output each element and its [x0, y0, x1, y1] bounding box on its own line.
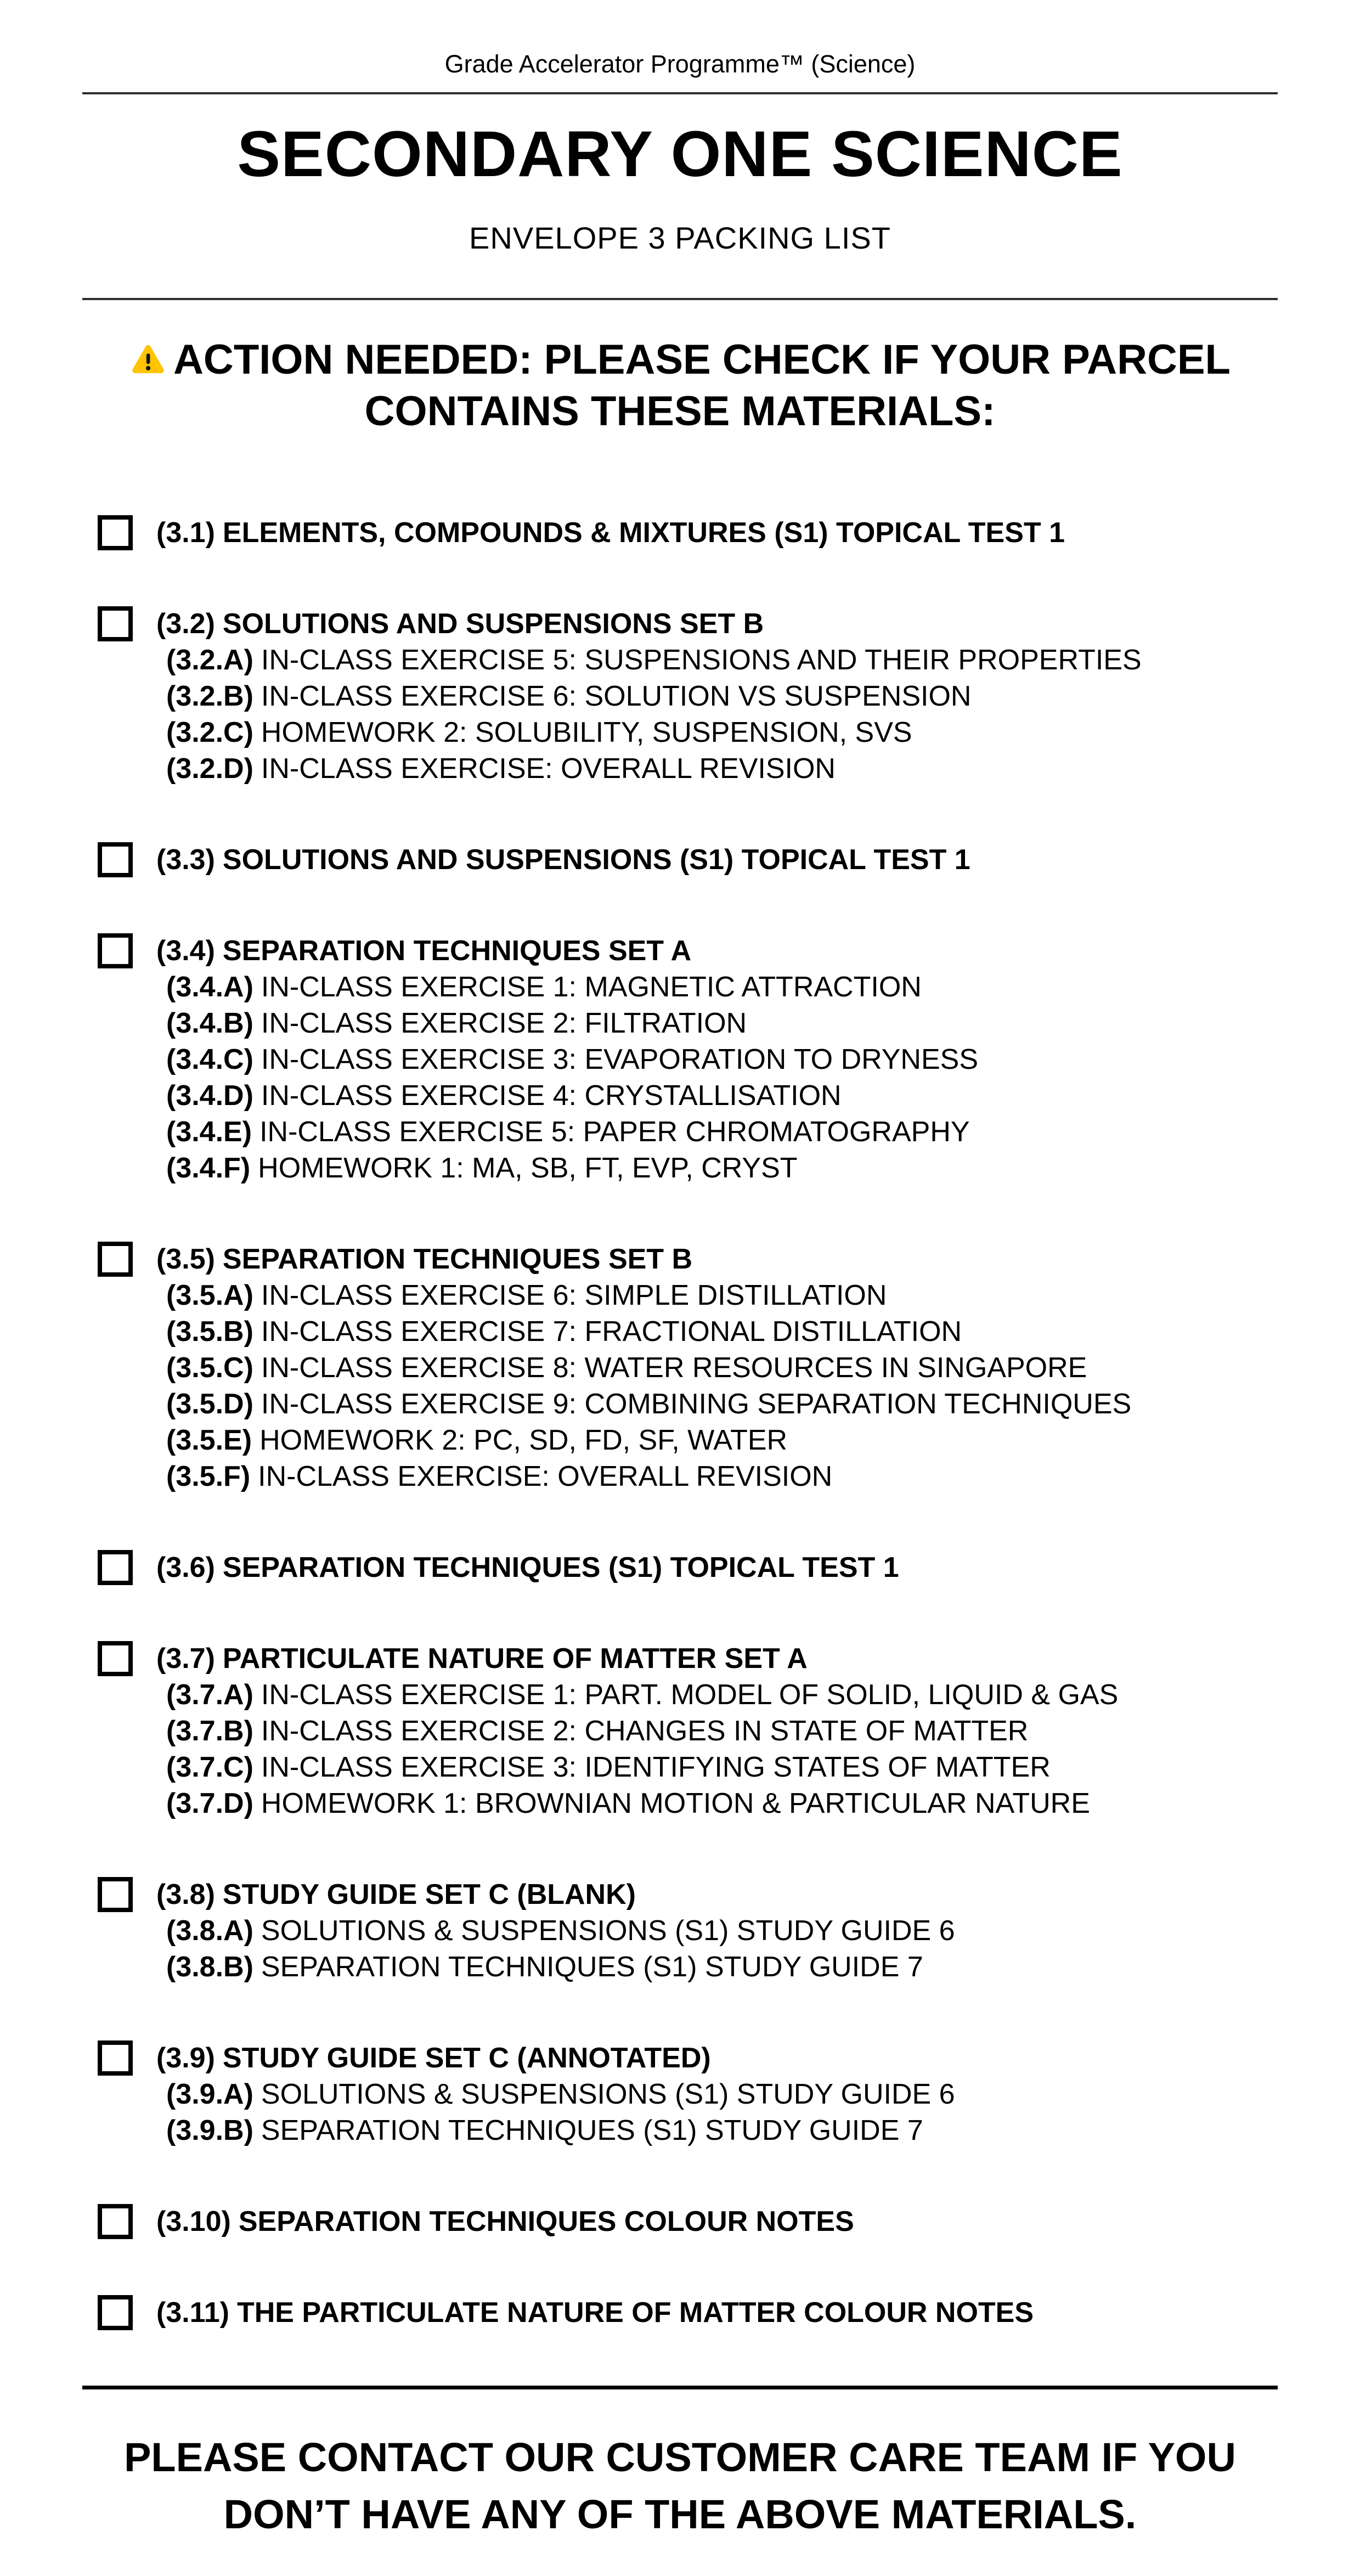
sub-item-code: (3.2.B): [166, 680, 253, 712]
page-subtitle: ENVELOPE 3 PACKING LIST: [469, 221, 891, 255]
sub-item-text: IN-CLASS EXERCISE 5: PAPER CHROMATOGRAPHY: [259, 1116, 970, 1148]
checklist-item-row: [98, 1641, 1278, 1677]
sub-item-row: [166, 969, 1278, 1005]
sub-item-code: (3.9.B): [166, 2115, 253, 2146]
sub-item-row: [166, 1078, 1278, 1114]
sub-item-text: IN-CLASS EXERCISE 6: SOLUTION VS SUSPENSION: [261, 680, 972, 712]
checklist-item-row: [98, 515, 1278, 551]
item-title: [156, 516, 1065, 549]
item-checkbox[interactable]: [98, 2040, 133, 2076]
program-label: Grade Accelerator Programme™ (Science): [444, 50, 916, 78]
title-divider: [82, 298, 1278, 300]
checklist-item-row: [98, 842, 1278, 878]
action-needed-text: ACTION NEEDED: PLEASE CHECK IF YOUR PARCEL CONTAINS THESE MATERIALS:: [173, 336, 1231, 435]
checklist-section: [82, 1241, 1278, 1495]
sub-item-text: SOLUTIONS & SUSPENSIONS (S1) STUDY GUIDE 6: [261, 2078, 955, 2110]
sub-item-row: [166, 1041, 1278, 1078]
checklist-section: [82, 2295, 1278, 2331]
item-checkbox[interactable]: [98, 842, 133, 877]
item-title: [156, 1551, 899, 1584]
checklist-section: [82, 933, 1278, 1186]
sub-item-row: [166, 2076, 1278, 2112]
sub-item-code: (3.5.C): [166, 1352, 253, 1384]
item-code: (3.7): [156, 1643, 215, 1675]
sub-item-code: (3.2.D): [166, 753, 253, 785]
checklist-item-row: [98, 606, 1278, 642]
item-label: SEPARATION TECHNIQUES SET A: [222, 935, 692, 967]
item-checkbox[interactable]: [98, 2295, 133, 2330]
checklist-item-row: [98, 1876, 1278, 1913]
sub-item-code: (3.5.A): [166, 1279, 253, 1311]
sub-item-row: [166, 642, 1278, 678]
checklist-item-row: [98, 2203, 1278, 2240]
sub-item-text: IN-CLASS EXERCISE 1: PART. MODEL OF SOLID, LIQUID & GAS: [261, 1679, 1119, 1711]
sub-item-code: (3.7.D): [166, 1788, 253, 1819]
warning-triangle-icon: [129, 334, 167, 386]
action-needed-heading: [115, 334, 1245, 437]
sub-item-text: IN-CLASS EXERCISE 2: FILTRATION: [261, 1007, 747, 1039]
item-code: (3.8): [156, 1879, 215, 1910]
sub-item-text: HOMEWORK 2: SOLUBILITY, SUSPENSION, SVS: [261, 717, 912, 748]
item-code: (3.10): [156, 2206, 231, 2237]
item-label: ELEMENTS, COMPOUNDS & MIXTURES (S1) TOPICAL TEST 1: [222, 517, 1065, 549]
header-divider: [82, 92, 1278, 94]
checklist-item-row: [98, 2295, 1278, 2331]
sub-item-row: [166, 1005, 1278, 1041]
sub-item-code: (3.7.C): [166, 1751, 253, 1783]
item-checkbox[interactable]: [98, 1550, 133, 1585]
item-label: STUDY GUIDE SET C (ANNOTATED): [222, 2042, 711, 2074]
checklist-item-row: [98, 933, 1278, 969]
item-checkbox[interactable]: [98, 2204, 133, 2239]
checklist-item-row: [98, 2040, 1278, 2076]
sub-item-row: [166, 1949, 1278, 1985]
sub-item-code: (3.8.A): [166, 1915, 253, 1947]
sub-item-code: (3.4.D): [166, 1080, 253, 1112]
sub-item-text: IN-CLASS EXERCISE 6: SIMPLE DISTILLATION: [261, 1279, 887, 1311]
item-label: THE PARTICULATE NATURE OF MATTER COLOUR NOTES: [236, 2297, 1034, 2329]
item-title: [156, 843, 970, 876]
checklist-section: [82, 842, 1278, 878]
checklist-section: [82, 1641, 1278, 1822]
sub-item-text: HOMEWORK 1: MA, SB, FT, EVP, CRYST: [258, 1152, 798, 1184]
sub-item-row: [166, 1114, 1278, 1150]
sub-item-row: [166, 678, 1278, 714]
item-code: (3.11): [156, 2297, 229, 2329]
item-label: SEPARATION TECHNIQUES COLOUR NOTES: [238, 2206, 854, 2237]
item-title: [156, 1243, 692, 1276]
checklist-section: [82, 1876, 1278, 1985]
sub-item-code: (3.4.C): [166, 1044, 253, 1075]
item-checkbox[interactable]: [98, 1242, 133, 1277]
sub-item-code: (3.5.D): [166, 1388, 253, 1420]
sub-item-code: (3.5.F): [166, 1461, 251, 1492]
sub-item-text: IN-CLASS EXERCISE 1: MAGNETIC ATTRACTION: [261, 971, 922, 1003]
sub-item-text: HOMEWORK 2: PC, SD, FD, SF, WATER: [259, 1424, 788, 1456]
footer-divider: [82, 2386, 1278, 2389]
sub-item-row: [166, 1277, 1278, 1314]
sub-item-code: (3.2.C): [166, 717, 253, 748]
item-checkbox[interactable]: [98, 515, 133, 550]
sub-item-code: (3.4.B): [166, 1007, 253, 1039]
sub-item-row: [166, 2112, 1278, 2149]
sub-item-text: SEPARATION TECHNIQUES (S1) STUDY GUIDE 7: [261, 2115, 923, 2146]
sub-item-row: [166, 1314, 1278, 1350]
sub-item-row: [166, 1150, 1278, 1186]
item-code: (3.4): [156, 935, 215, 967]
checklist-item-row: [98, 1549, 1278, 1586]
page-title: SECONDARY ONE SCIENCE: [237, 118, 1123, 190]
checklist-item-row: [98, 1241, 1278, 1277]
item-code: (3.1): [156, 517, 215, 549]
sub-item-code: (3.4.E): [166, 1116, 252, 1148]
item-code: (3.9): [156, 2042, 215, 2074]
sub-item-text: IN-CLASS EXERCISE 7: FRACTIONAL DISTILLATION: [261, 1316, 962, 1348]
checklist-section: [82, 2040, 1278, 2149]
item-code: (3.6): [156, 1552, 215, 1583]
item-title: [156, 2296, 1034, 2329]
checklist-section: [82, 606, 1278, 787]
sub-item-text: IN-CLASS EXERCISE 3: EVAPORATION TO DRYNESS: [261, 1044, 979, 1075]
sub-item-code: (3.4.F): [166, 1152, 251, 1184]
item-code: (3.2): [156, 608, 215, 640]
sub-item-code: (3.9.A): [166, 2078, 253, 2110]
sub-item-code: (3.7.A): [166, 1679, 253, 1711]
item-code: (3.5): [156, 1243, 215, 1275]
sub-item-code: (3.7.B): [166, 1715, 253, 1747]
sub-item-row: [166, 1677, 1278, 1713]
checklist-section: [82, 515, 1278, 551]
item-title: [156, 934, 691, 967]
sub-item-text: IN-CLASS EXERCISE: OVERALL REVISION: [261, 753, 836, 785]
sub-item-row: [166, 1785, 1278, 1822]
item-label: SOLUTIONS AND SUSPENSIONS SET B: [222, 608, 764, 640]
checklist-section: [82, 2203, 1278, 2240]
sub-item-text: SEPARATION TECHNIQUES (S1) STUDY GUIDE 7: [261, 1951, 923, 1983]
item-checkbox[interactable]: [98, 1641, 133, 1676]
sub-item-text: SOLUTIONS & SUSPENSIONS (S1) STUDY GUIDE 6: [261, 1915, 955, 1947]
sub-item-text: IN-CLASS EXERCISE 4: CRYSTALLISATION: [261, 1080, 842, 1112]
item-code: (3.3): [156, 844, 215, 876]
sub-item-text: IN-CLASS EXERCISE 8: WATER RESOURCES IN SINGAPORE: [261, 1352, 1087, 1384]
sub-item-text: HOMEWORK 1: BROWNIAN MOTION & PARTICULAR NATURE: [261, 1788, 1090, 1819]
sub-item-code: (3.4.A): [166, 971, 253, 1003]
item-label: SEPARATION TECHNIQUES SET B: [222, 1243, 693, 1275]
item-label: STUDY GUIDE SET C (BLANK): [222, 1879, 636, 1910]
sub-item-code: (3.2.A): [166, 644, 253, 676]
item-title: [156, 2205, 854, 2238]
sub-item-code: (3.5.E): [166, 1424, 252, 1456]
sub-item-row: [166, 751, 1278, 787]
footer-notice: PLEASE CONTACT OUR CUSTOMER CARE TEAM IF YOU DON’T HAVE ANY OF THE ABOVE MATERIALS.: [124, 2434, 1236, 2537]
sub-item-text: IN-CLASS EXERCISE 2: CHANGES IN STATE OF MATTER: [261, 1715, 1029, 1747]
item-title: [156, 1642, 808, 1675]
sub-item-row: [166, 1350, 1278, 1386]
item-title: [156, 1878, 636, 1911]
sub-item-code: (3.5.B): [166, 1316, 253, 1348]
sub-item-row: [166, 1713, 1278, 1749]
sub-item-text: IN-CLASS EXERCISE 5: SUSPENSIONS AND THEIR PROPERTIES: [261, 644, 1142, 676]
item-title: [156, 2042, 711, 2075]
sub-item-text: IN-CLASS EXERCISE 3: IDENTIFYING STATES OF MATTER: [261, 1751, 1051, 1783]
sub-item-row: [166, 1458, 1278, 1495]
item-checkbox[interactable]: [98, 1877, 133, 1912]
item-checkbox[interactable]: [98, 606, 133, 641]
sub-item-text: IN-CLASS EXERCISE: OVERALL REVISION: [258, 1461, 833, 1492]
checklist-section: [82, 1549, 1278, 1586]
sub-item-row: [166, 1386, 1278, 1422]
checklist: [82, 515, 1278, 2331]
sub-item-row: [166, 714, 1278, 751]
item-checkbox[interactable]: [98, 933, 133, 968]
sub-item-row: [166, 1422, 1278, 1458]
sub-item-row: [166, 1913, 1278, 1949]
item-label: SOLUTIONS AND SUSPENSIONS (S1) TOPICAL TEST 1: [222, 844, 970, 876]
sub-item-text: IN-CLASS EXERCISE 9: COMBINING SEPARATION TECHNIQUES: [261, 1388, 1132, 1420]
item-label: PARTICULATE NATURE OF MATTER SET A: [222, 1643, 808, 1675]
item-title: [156, 607, 764, 640]
item-label: SEPARATION TECHNIQUES (S1) TOPICAL TEST 1: [222, 1552, 899, 1583]
sub-item-row: [166, 1749, 1278, 1785]
sub-item-code: (3.8.B): [166, 1951, 253, 1983]
